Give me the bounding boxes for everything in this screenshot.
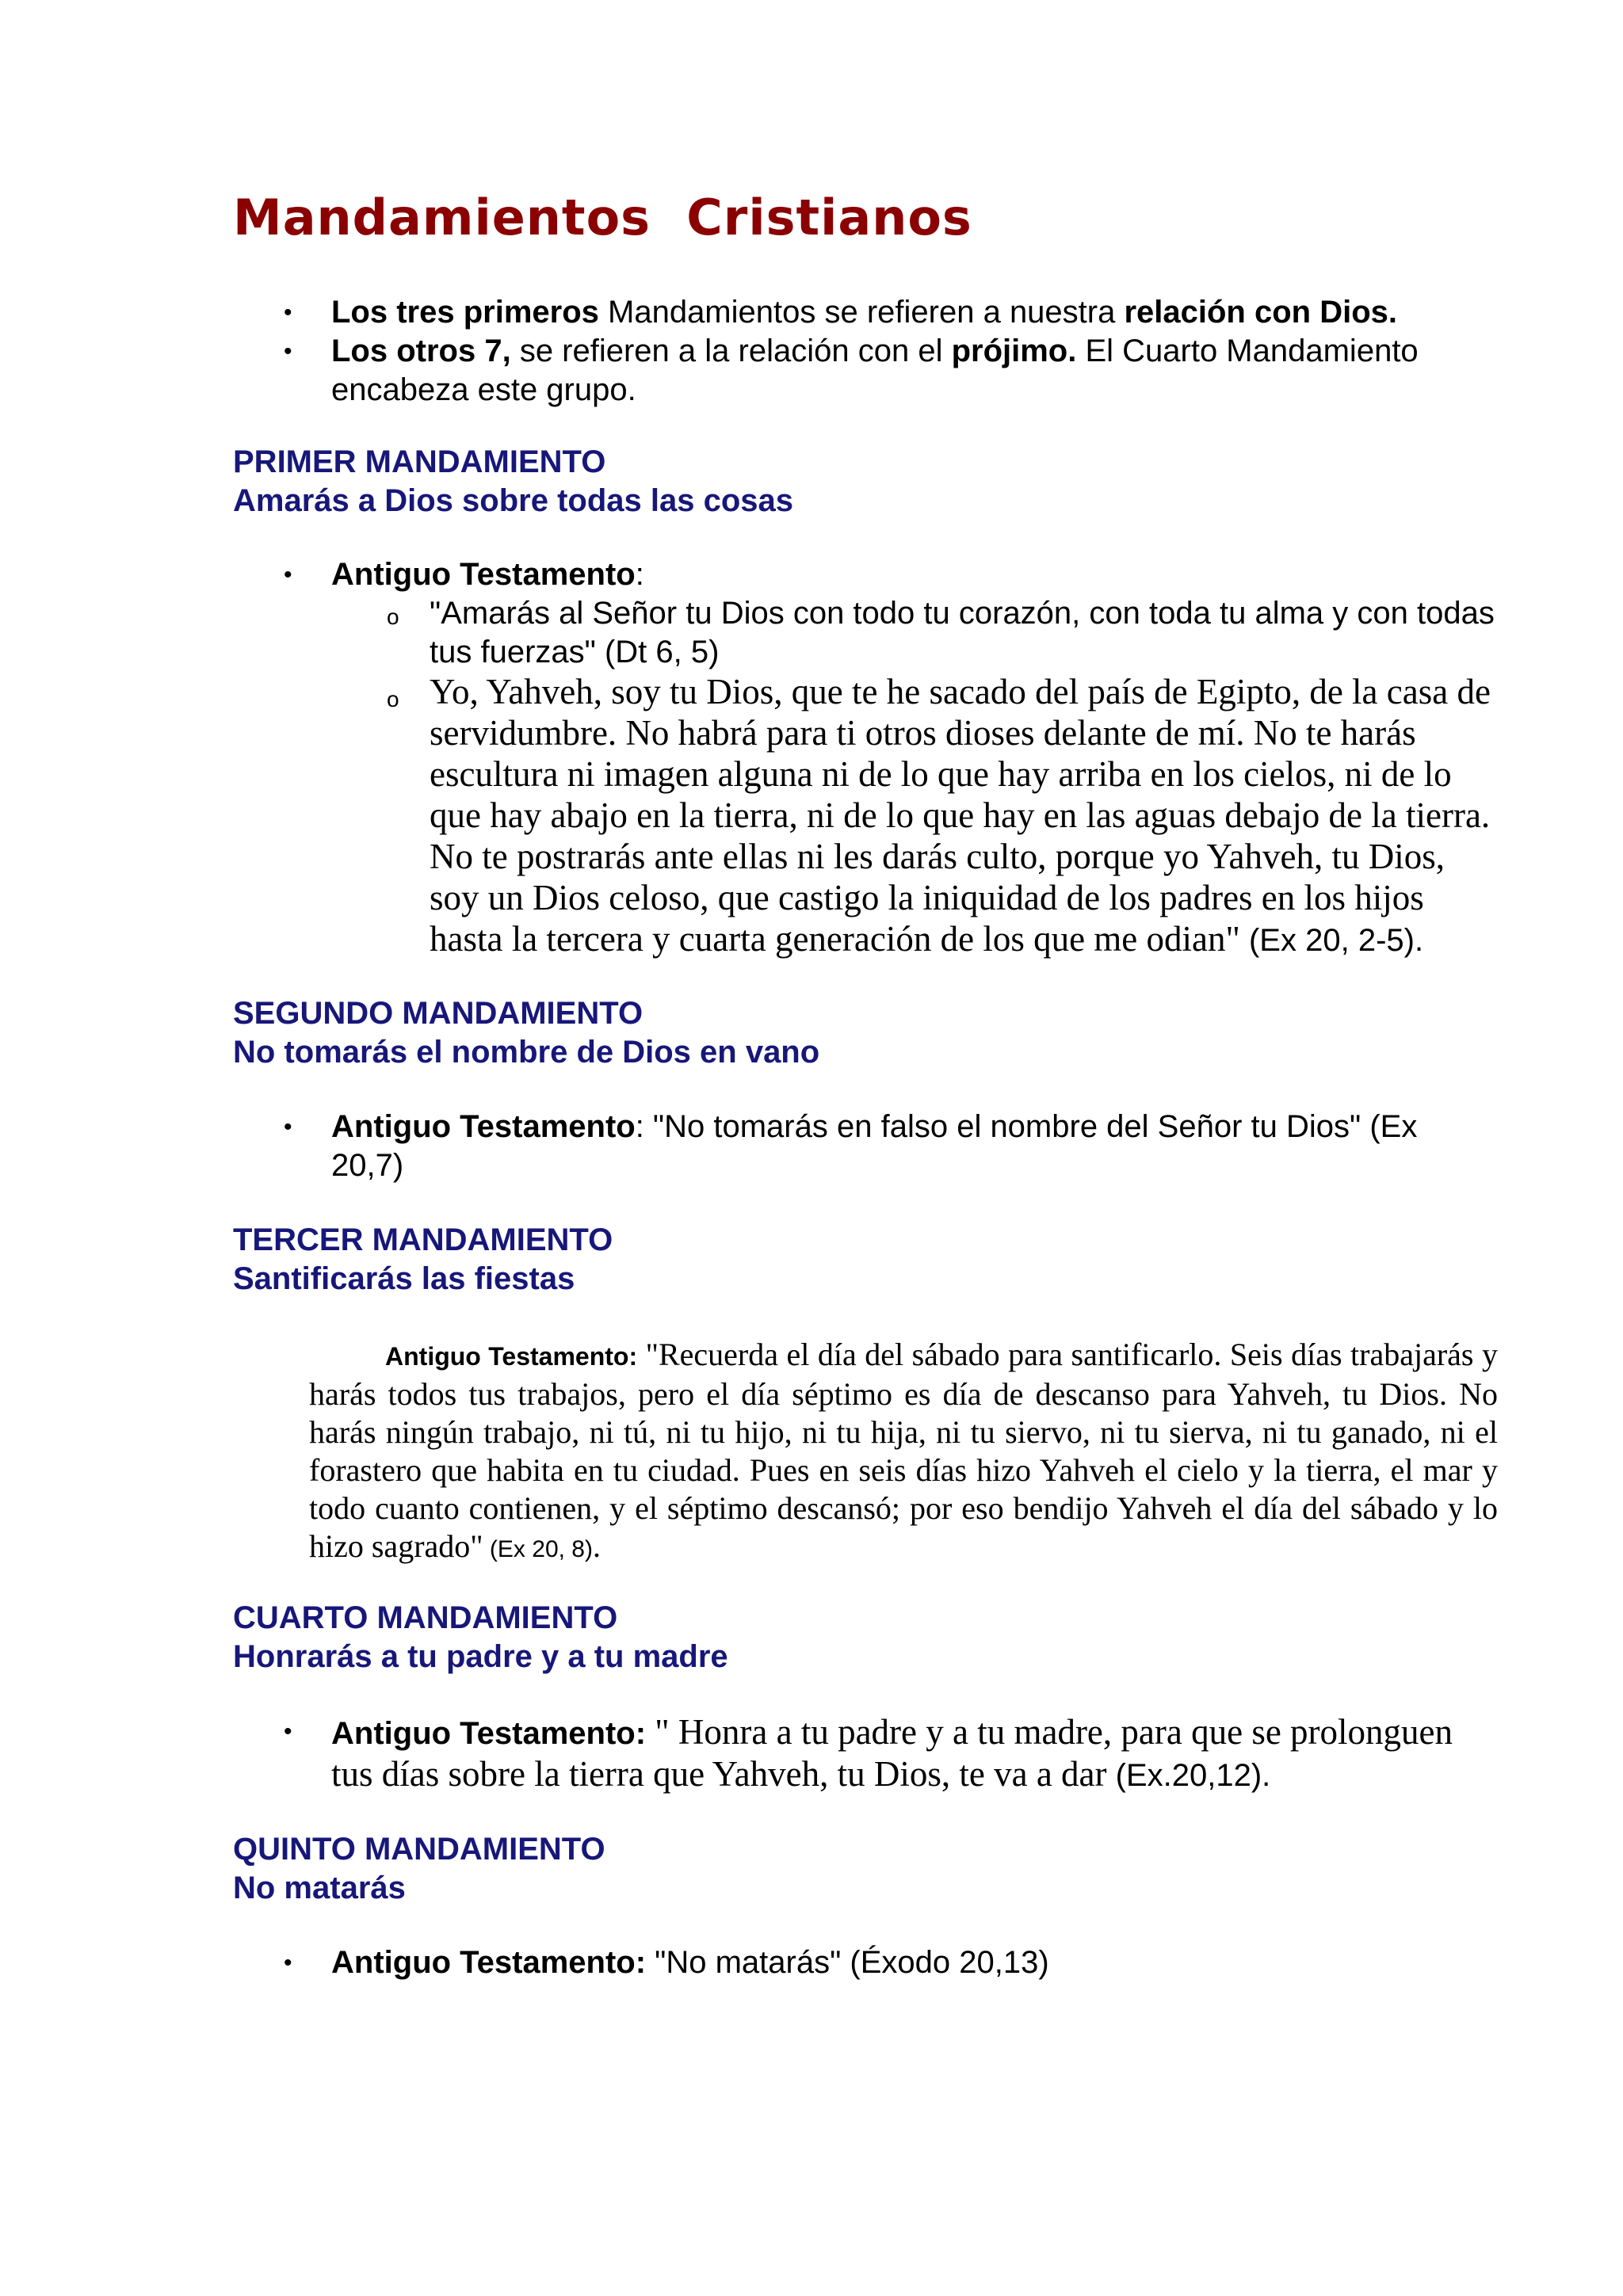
tercer-paragraph [309, 1336, 1498, 1569]
quote-ref: (Ex.20,12). [1106, 1758, 1271, 1793]
section-subheading: Santificarás las fiestas [233, 1261, 575, 1296]
list-item [233, 555, 1501, 960]
bullet-icon: • [284, 562, 292, 588]
quote-ref: (Ex 20, 8) [483, 1536, 593, 1562]
bullet-icon: • [284, 1950, 292, 1976]
quinto-list [233, 1943, 1501, 1982]
colon: : [635, 557, 644, 592]
intro-item [233, 293, 1501, 332]
quote-text: "Amarás al Señor tu Dios con todo tu corazón, con toda tu alma y con todas tus fuerzas" (Dt 6, 5) [430, 596, 1495, 669]
list-item [233, 1943, 1501, 1982]
sub-list [331, 594, 1501, 960]
intro-list [233, 293, 1501, 410]
intro-bold: prójimo. [951, 334, 1077, 368]
intro-bold: relación con Dios. [1124, 295, 1397, 330]
section-subheading: No tomarás el nombre de Dios en vano [233, 1035, 820, 1070]
quote-text: "No matarás" (Éxodo 20,13) [646, 1945, 1049, 1980]
section-primer [233, 443, 1501, 521]
bullet-icon: • [284, 338, 292, 364]
bullet-icon: • [284, 1114, 292, 1140]
page-title: Mandamientos Cristianos [233, 189, 972, 246]
section-subheading: Amarás a Dios sobre todas las cosas [233, 483, 793, 518]
segundo-list [233, 1108, 1453, 1185]
section-heading: QUINTO MANDAMIENTO [233, 1832, 605, 1867]
testament-label: Antiguo Testamento: [385, 1342, 638, 1371]
section-subheading: Honrarás a tu padre y a tu madre [233, 1639, 728, 1674]
section-heading: TERCER MANDAMIENTO [233, 1222, 613, 1257]
section-cuarto [233, 1599, 1501, 1676]
list-item [233, 1712, 1469, 1796]
intro-text: El Cuarto Mandamiento encabeza este grupo. [331, 334, 1419, 407]
sub-list-item [331, 672, 1501, 960]
quote-text: : "No tomarás en falso el nombre del Señor tu Dios" (Ex 20,7) [331, 1109, 1418, 1183]
section-quinto [233, 1830, 1501, 1908]
quote-ref: (Ex 20, 2-5). [1239, 923, 1424, 958]
section-heading: CUARTO MANDAMIENTO [233, 1600, 618, 1635]
quote-text: "Recuerda el día del sábado para santificarlo. Seis días trabajarás y harás todos tus trabajos, pero el día séptimo es día de descanso para Yahveh, tu Dios. No harás ningún trabajo, ni tú, ni tu hijo, ni tu hija, ni tu siervo, ni tu sierva, ni tu ganado, ni el forastero que habita en tu ciudad. Pues en seis días hizo Yahveh el cielo y la tierra, el mar y todo cuanto contienen, y el séptimo descansó; por eso bendijo Yahveh el día del sábado y lo hizo sagrado" [309, 1337, 1498, 1564]
intro-text: Mandamientos se refieren a nuestra [598, 295, 1125, 330]
testament-label: Antiguo Testamento: [331, 1945, 647, 1980]
sub-list-item [331, 594, 1501, 672]
circle-bullet-icon: o [387, 687, 399, 711]
intro-text: se refieren a la relación con el [510, 334, 952, 368]
intro-item [233, 332, 1501, 410]
testament-label: Antiguo Testamento [331, 1109, 636, 1144]
section-segundo [233, 994, 1501, 1072]
list-item [233, 1108, 1453, 1185]
testament-label: Antiguo Testamento: [331, 1716, 647, 1751]
cuarto-list [233, 1712, 1469, 1796]
section-tercer [233, 1221, 1501, 1299]
bullet-icon: • [284, 299, 292, 326]
section-subheading: No matarás [233, 1871, 406, 1905]
testament-label: Antiguo Testamento [331, 557, 636, 592]
bullet-icon: • [284, 1718, 292, 1745]
circle-bullet-icon: o [387, 605, 399, 629]
intro-bold: Los otros 7, [331, 334, 511, 368]
quote-text: Yo, Yahveh, soy tu Dios, que te he sacado del país de Egipto, de la casa de servidumbre. No habrá para ti otros dioses delante de mí. No te harás escultura ni imagen alguna ni de lo que hay arriba en los cielos, ni de lo que hay abajo en la tierra, ni de lo que hay en las aguas debajo de la tierra. No te postrarás ante ellas ni les darás culto, porque yo Yahveh, tu Dios, soy un Dios celoso, que castigo la iniquidad de los padres en los hijos hasta la tercera y cuarta generación de los que me odian" [430, 672, 1491, 959]
section-heading: PRIMER MANDAMIENTO [233, 444, 606, 479]
quote-text: " Honra a tu padre y a tu madre, para que se prolonguen tus días sobre la tierra que Yahveh, tu Dios, te va a dar [331, 1712, 1453, 1794]
primer-list [233, 555, 1501, 960]
intro-bold: Los tres primeros [331, 295, 599, 330]
section-heading: SEGUNDO MANDAMIENTO [233, 996, 643, 1031]
period: . [592, 1528, 601, 1564]
